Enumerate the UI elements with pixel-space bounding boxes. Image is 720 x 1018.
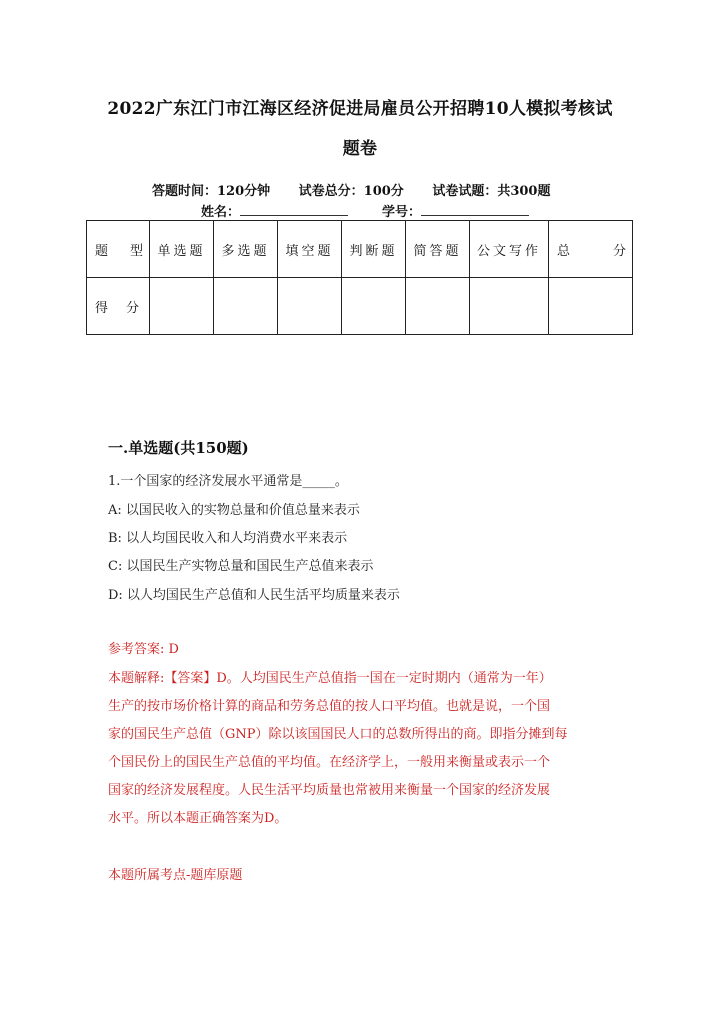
type-single-choice: 单选题 — [150, 221, 214, 278]
type-document-writing: 公文写作 — [470, 221, 549, 278]
score-cell[interactable] — [406, 278, 470, 335]
score-table-score-row — [87, 278, 633, 335]
score-cell[interactable] — [150, 278, 214, 335]
explanation-line: 水平。所以本题正确答案为D。 — [108, 811, 288, 826]
explanation — [108, 665, 608, 833]
type-fill-blank: 填空题 — [278, 221, 342, 278]
score-cell[interactable] — [342, 278, 406, 335]
type-short-answer: 简答题 — [406, 221, 470, 278]
name-blank[interactable] — [240, 204, 348, 216]
section-title: 一.单选题(共150题) — [108, 439, 249, 457]
type-total: 总 分 — [549, 221, 633, 278]
page-title-line1: 2022广东江门市江海区经济促进局雇员公开招聘10人模拟考核试 — [107, 99, 613, 119]
score-cell[interactable] — [214, 278, 278, 335]
question-stem: 1.一个国家的经济发展水平通常是_____。 — [108, 474, 348, 489]
exam-time: 答题时间：120分钟 — [152, 184, 271, 199]
option-d: D: 以人均国民生产总值和人民生活平均质量来表示 — [108, 588, 400, 603]
type-true-false: 判断题 — [342, 221, 406, 278]
id-blank[interactable] — [421, 204, 529, 216]
score-cell[interactable] — [470, 278, 549, 335]
explanation-line: 个国民份上的国民生产总值的平均值。在经济学上，一般用来衡量或表示一个 — [108, 755, 551, 770]
exam-total-score: 试卷总分：100分 — [298, 184, 404, 199]
row-header-type: 题 型 — [87, 221, 150, 278]
exam-question-count: 试卷试题：共300题 — [432, 184, 551, 199]
score-cell[interactable] — [278, 278, 342, 335]
explanation-line: 国家的经济发展程度。人民生活平均质量也常被用来衡量一个国家的经济发展 — [108, 783, 551, 798]
type-multiple-choice: 多选题 — [214, 221, 278, 278]
exam-meta — [152, 180, 574, 199]
name-label: 姓名： — [201, 205, 241, 220]
reference-answer: 参考答案: D — [108, 642, 179, 657]
page-title-line2: 题卷 — [342, 139, 378, 159]
option-b: B: 以人均国民收入和人均消费水平来表示 — [108, 531, 348, 546]
score-table-header-row — [87, 221, 633, 278]
explanation-line: 本题解释:【答案】D。人均国民生产总值指一国在一定时期内（通常为一年） — [108, 671, 552, 686]
id-label: 学号： — [382, 205, 422, 220]
explanation-line: 生产的按市场价格计算的商品和劳务总值的按人口平均值。也就是说，一个国 — [108, 699, 551, 714]
knowledge-point: 本题所属考点-题库原题 — [108, 868, 243, 883]
student-info — [201, 201, 529, 220]
option-c: C: 以国民生产实物总量和国民生产总值来表示 — [108, 559, 374, 574]
row-header-score: 得 分 — [87, 278, 150, 335]
option-a: A: 以国民收入的实物总量和价值总量来表示 — [108, 503, 360, 518]
explanation-line: 家的国民生产总值（GNP）除以该国国民人口的总数所得出的商。即指分摊到每 — [108, 727, 568, 742]
score-cell[interactable] — [549, 278, 633, 335]
score-table — [86, 220, 633, 335]
